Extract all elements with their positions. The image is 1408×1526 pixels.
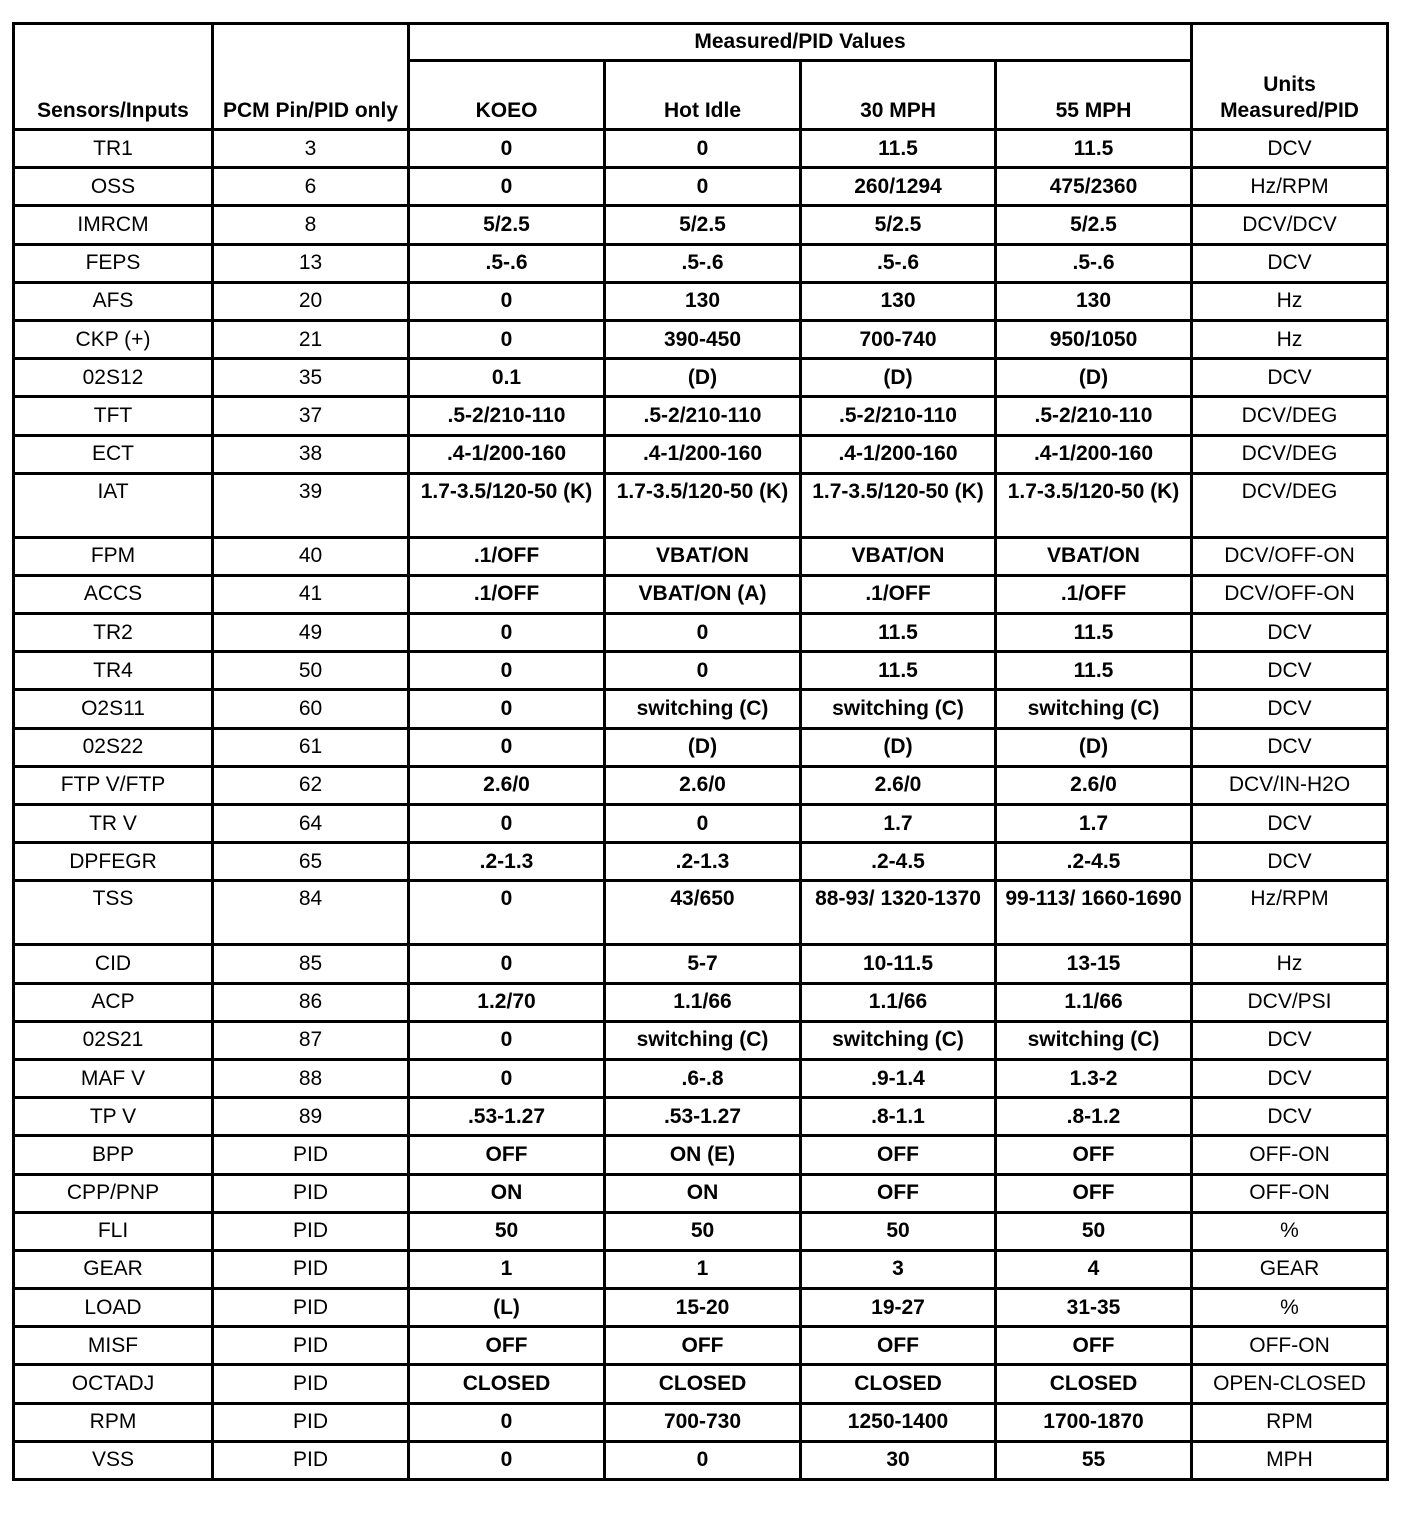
- header-30-mph: 30 MPH: [801, 61, 996, 130]
- cell-30-mph: 5/2.5: [801, 206, 996, 244]
- cell-units: MPH: [1192, 1441, 1388, 1479]
- cell-sensor: ACP: [14, 983, 213, 1021]
- cell-hot-idle: VBAT/ON: [605, 537, 801, 575]
- cell-pin: 49: [213, 614, 409, 652]
- cell-pin: PID: [213, 1327, 409, 1365]
- cell-pin: 38: [213, 435, 409, 473]
- cell-koeo: .1/OFF: [409, 537, 605, 575]
- cell-units: DCV: [1192, 652, 1388, 690]
- cell-30-mph: VBAT/ON: [801, 537, 996, 575]
- cell-hot-idle: 0: [605, 652, 801, 690]
- cell-units: OPEN-CLOSED: [1192, 1365, 1388, 1403]
- cell-pin: 88: [213, 1059, 409, 1097]
- cell-sensor: FTP V/FTP: [14, 766, 213, 804]
- cell-pin: 13: [213, 244, 409, 282]
- cell-sensor: RPM: [14, 1403, 213, 1441]
- cell-units: DCV/PSI: [1192, 983, 1388, 1021]
- cell-55-mph: OFF: [996, 1327, 1192, 1365]
- cell-koeo: 2.6/0: [409, 766, 605, 804]
- cell-55-mph: 4: [996, 1250, 1192, 1288]
- cell-hot-idle: 390-450: [605, 320, 801, 358]
- cell-hot-idle: 0: [605, 130, 801, 168]
- cell-30-mph: .5-2/210-110: [801, 397, 996, 435]
- table-row: [14, 1250, 1388, 1288]
- cell-55-mph: 31-35: [996, 1289, 1192, 1327]
- table-row: [14, 359, 1388, 397]
- cell-30-mph: .4-1/200-160: [801, 435, 996, 473]
- cell-koeo: 0: [409, 1021, 605, 1059]
- cell-units: DCV/DEG: [1192, 397, 1388, 435]
- cell-hot-idle: 5-7: [605, 945, 801, 983]
- cell-units: OFF-ON: [1192, 1136, 1388, 1174]
- cell-sensor: 02S22: [14, 728, 213, 766]
- cell-units: DCV: [1192, 1098, 1388, 1136]
- table-row: [14, 945, 1388, 983]
- cell-units: GEAR: [1192, 1250, 1388, 1288]
- cell-30-mph: 11.5: [801, 130, 996, 168]
- cell-30-mph: 50: [801, 1212, 996, 1250]
- cell-units: DCV/OFF-ON: [1192, 575, 1388, 613]
- cell-pin: 3: [213, 130, 409, 168]
- cell-sensor: CID: [14, 945, 213, 983]
- cell-hot-idle: .6-.8: [605, 1059, 801, 1097]
- cell-pin: PID: [213, 1174, 409, 1212]
- cell-sensor: TR1: [14, 130, 213, 168]
- header-hot-idle: Hot Idle: [605, 61, 801, 130]
- cell-55-mph: .5-.6: [996, 244, 1192, 282]
- cell-55-mph: 2.6/0: [996, 766, 1192, 804]
- cell-hot-idle: .2-1.3: [605, 843, 801, 881]
- cell-sensor: TR4: [14, 652, 213, 690]
- cell-koeo: .53-1.27: [409, 1098, 605, 1136]
- table-row: [14, 1289, 1388, 1327]
- cell-koeo: 0: [409, 282, 605, 320]
- cell-units: OFF-ON: [1192, 1327, 1388, 1365]
- cell-units: DCV: [1192, 359, 1388, 397]
- table-row: [14, 473, 1388, 537]
- cell-30-mph: 30: [801, 1441, 996, 1479]
- cell-pin: 61: [213, 728, 409, 766]
- table-row: [14, 1212, 1388, 1250]
- table-row: [14, 1365, 1388, 1403]
- cell-units: DCV: [1192, 244, 1388, 282]
- cell-pin: 65: [213, 843, 409, 881]
- table-row: [14, 881, 1388, 945]
- cell-hot-idle: 0: [605, 168, 801, 206]
- cell-30-mph: 2.6/0: [801, 766, 996, 804]
- table-row: [14, 320, 1388, 358]
- cell-hot-idle: 0: [605, 1441, 801, 1479]
- cell-55-mph: 5/2.5: [996, 206, 1192, 244]
- cell-koeo: CLOSED: [409, 1365, 605, 1403]
- cell-sensor: TP V: [14, 1098, 213, 1136]
- cell-koeo: 0: [409, 168, 605, 206]
- cell-koeo: (L): [409, 1289, 605, 1327]
- cell-30-mph: .8-1.1: [801, 1098, 996, 1136]
- cell-pin: PID: [213, 1136, 409, 1174]
- cell-55-mph: switching (C): [996, 1021, 1192, 1059]
- cell-hot-idle: (D): [605, 359, 801, 397]
- cell-koeo: 1.7-3.5/120-50 (K): [409, 473, 605, 537]
- cell-55-mph: 11.5: [996, 130, 1192, 168]
- cell-pin: 89: [213, 1098, 409, 1136]
- cell-30-mph: 260/1294: [801, 168, 996, 206]
- cell-hot-idle: .4-1/200-160: [605, 435, 801, 473]
- table-row: [14, 575, 1388, 613]
- cell-pin: 60: [213, 690, 409, 728]
- cell-pin: 50: [213, 652, 409, 690]
- cell-30-mph: OFF: [801, 1174, 996, 1212]
- cell-units: DCV: [1192, 805, 1388, 843]
- cell-30-mph: 11.5: [801, 652, 996, 690]
- cell-koeo: .2-1.3: [409, 843, 605, 881]
- cell-hot-idle: 2.6/0: [605, 766, 801, 804]
- table-header: [14, 24, 1388, 130]
- cell-pin: 84: [213, 881, 409, 945]
- cell-units: DCV/OFF-ON: [1192, 537, 1388, 575]
- cell-hot-idle: 15-20: [605, 1289, 801, 1327]
- cell-30-mph: 19-27: [801, 1289, 996, 1327]
- cell-hot-idle: 700-730: [605, 1403, 801, 1441]
- table-row: [14, 1403, 1388, 1441]
- cell-sensor: DPFEGR: [14, 843, 213, 881]
- table-row: [14, 244, 1388, 282]
- cell-sensor: BPP: [14, 1136, 213, 1174]
- cell-koeo: 0: [409, 945, 605, 983]
- cell-55-mph: 950/1050: [996, 320, 1192, 358]
- cell-pin: PID: [213, 1212, 409, 1250]
- cell-55-mph: 1700-1870: [996, 1403, 1192, 1441]
- cell-30-mph: OFF: [801, 1136, 996, 1174]
- header-sensors: Sensors/Inputs: [14, 24, 213, 130]
- cell-55-mph: 99-113/ 1660-1690: [996, 881, 1192, 945]
- table-row: [14, 1441, 1388, 1479]
- cell-30-mph: CLOSED: [801, 1365, 996, 1403]
- cell-hot-idle: 50: [605, 1212, 801, 1250]
- cell-pin: 62: [213, 766, 409, 804]
- cell-koeo: .1/OFF: [409, 575, 605, 613]
- cell-55-mph: .4-1/200-160: [996, 435, 1192, 473]
- cell-units: Hz/RPM: [1192, 168, 1388, 206]
- cell-55-mph: 130: [996, 282, 1192, 320]
- cell-hot-idle: OFF: [605, 1327, 801, 1365]
- cell-30-mph: 3: [801, 1250, 996, 1288]
- cell-55-mph: 1.1/66: [996, 983, 1192, 1021]
- cell-units: DCV: [1192, 1059, 1388, 1097]
- cell-koeo: 0: [409, 1441, 605, 1479]
- cell-hot-idle: 0: [605, 805, 801, 843]
- cell-pin: PID: [213, 1289, 409, 1327]
- cell-30-mph: 11.5: [801, 614, 996, 652]
- cell-units: Hz: [1192, 945, 1388, 983]
- cell-55-mph: 1.7-3.5/120-50 (K): [996, 473, 1192, 537]
- cell-hot-idle: 1.1/66: [605, 983, 801, 1021]
- cell-55-mph: .5-2/210-110: [996, 397, 1192, 435]
- cell-units: RPM: [1192, 1403, 1388, 1441]
- pid-values-table: [12, 22, 1389, 1481]
- table-row: [14, 690, 1388, 728]
- cell-pin: 85: [213, 945, 409, 983]
- cell-55-mph: .2-4.5: [996, 843, 1192, 881]
- cell-sensor: IAT: [14, 473, 213, 537]
- cell-sensor: TFT: [14, 397, 213, 435]
- cell-units: DCV: [1192, 614, 1388, 652]
- cell-pin: PID: [213, 1250, 409, 1288]
- cell-sensor: MAF V: [14, 1059, 213, 1097]
- cell-pin: 41: [213, 575, 409, 613]
- cell-sensor: LOAD: [14, 1289, 213, 1327]
- table-row: [14, 130, 1388, 168]
- cell-30-mph: 10-11.5: [801, 945, 996, 983]
- cell-koeo: 0: [409, 881, 605, 945]
- cell-hot-idle: .5-.6: [605, 244, 801, 282]
- cell-sensor: GEAR: [14, 1250, 213, 1288]
- cell-pin: 35: [213, 359, 409, 397]
- cell-pin: 40: [213, 537, 409, 575]
- cell-55-mph: switching (C): [996, 690, 1192, 728]
- cell-sensor: OCTADJ: [14, 1365, 213, 1403]
- cell-koeo: 0: [409, 805, 605, 843]
- cell-hot-idle: ON: [605, 1174, 801, 1212]
- table-row: [14, 728, 1388, 766]
- cell-sensor: ECT: [14, 435, 213, 473]
- cell-hot-idle: .53-1.27: [605, 1098, 801, 1136]
- cell-koeo: OFF: [409, 1327, 605, 1365]
- cell-hot-idle: 130: [605, 282, 801, 320]
- cell-sensor: CPP/PNP: [14, 1174, 213, 1212]
- cell-55-mph: 1.7: [996, 805, 1192, 843]
- cell-55-mph: OFF: [996, 1174, 1192, 1212]
- cell-sensor: OSS: [14, 168, 213, 206]
- header-units: Units Measured/PID: [1192, 24, 1388, 130]
- cell-koeo: 0.1: [409, 359, 605, 397]
- table-row: [14, 1327, 1388, 1365]
- header-pin: PCM Pin/PID only: [213, 24, 409, 130]
- cell-pin: 21: [213, 320, 409, 358]
- table-row: [14, 652, 1388, 690]
- table-row: [14, 805, 1388, 843]
- cell-sensor: 02S12: [14, 359, 213, 397]
- table-row: [14, 282, 1388, 320]
- cell-pin: PID: [213, 1403, 409, 1441]
- cell-units: DCV: [1192, 843, 1388, 881]
- cell-koeo: OFF: [409, 1136, 605, 1174]
- cell-koeo: .4-1/200-160: [409, 435, 605, 473]
- cell-pin: 6: [213, 168, 409, 206]
- cell-koeo: 1.2/70: [409, 983, 605, 1021]
- cell-koeo: 0: [409, 614, 605, 652]
- cell-koeo: .5-.6: [409, 244, 605, 282]
- cell-sensor: TR2: [14, 614, 213, 652]
- cell-hot-idle: (D): [605, 728, 801, 766]
- cell-30-mph: 1250-1400: [801, 1403, 996, 1441]
- cell-koeo: ON: [409, 1174, 605, 1212]
- cell-30-mph: 700-740: [801, 320, 996, 358]
- cell-pin: 87: [213, 1021, 409, 1059]
- cell-koeo: 0: [409, 652, 605, 690]
- cell-30-mph: 1.1/66: [801, 983, 996, 1021]
- cell-sensor: FPM: [14, 537, 213, 575]
- cell-55-mph: 11.5: [996, 614, 1192, 652]
- cell-units: %: [1192, 1289, 1388, 1327]
- table-row: [14, 1059, 1388, 1097]
- table-row: [14, 1136, 1388, 1174]
- cell-30-mph: switching (C): [801, 1021, 996, 1059]
- table-row: [14, 206, 1388, 244]
- cell-sensor: MISF: [14, 1327, 213, 1365]
- cell-koeo: .5-2/210-110: [409, 397, 605, 435]
- cell-pin: 64: [213, 805, 409, 843]
- cell-hot-idle: 5/2.5: [605, 206, 801, 244]
- cell-sensor: AFS: [14, 282, 213, 320]
- cell-30-mph: switching (C): [801, 690, 996, 728]
- cell-units: DCV/DEG: [1192, 473, 1388, 537]
- table-row: [14, 843, 1388, 881]
- cell-sensor: TR V: [14, 805, 213, 843]
- cell-pin: 39: [213, 473, 409, 537]
- cell-sensor: FEPS: [14, 244, 213, 282]
- table-row: [14, 983, 1388, 1021]
- table-row: [14, 397, 1388, 435]
- cell-koeo: 0: [409, 1059, 605, 1097]
- table-row: [14, 1098, 1388, 1136]
- header-55-mph: 55 MPH: [996, 61, 1192, 130]
- cell-55-mph: CLOSED: [996, 1365, 1192, 1403]
- cell-55-mph: 11.5: [996, 652, 1192, 690]
- cell-sensor: O2S11: [14, 690, 213, 728]
- cell-hot-idle: switching (C): [605, 1021, 801, 1059]
- cell-units: %: [1192, 1212, 1388, 1250]
- cell-30-mph: 130: [801, 282, 996, 320]
- cell-units: DCV/IN-H2O: [1192, 766, 1388, 804]
- cell-30-mph: OFF: [801, 1327, 996, 1365]
- cell-sensor: CKP (+): [14, 320, 213, 358]
- cell-units: DCV/DCV: [1192, 206, 1388, 244]
- cell-30-mph: .9-1.4: [801, 1059, 996, 1097]
- cell-hot-idle: ON (E): [605, 1136, 801, 1174]
- table-row: [14, 614, 1388, 652]
- cell-sensor: FLI: [14, 1212, 213, 1250]
- header-measured-group: Measured/PID Values: [409, 24, 1192, 61]
- cell-hot-idle: 1.7-3.5/120-50 (K): [605, 473, 801, 537]
- cell-units: OFF-ON: [1192, 1174, 1388, 1212]
- cell-koeo: 0: [409, 1403, 605, 1441]
- cell-units: Hz: [1192, 282, 1388, 320]
- table-row: [14, 537, 1388, 575]
- cell-30-mph: 1.7-3.5/120-50 (K): [801, 473, 996, 537]
- table-row: [14, 168, 1388, 206]
- header-koeo: KOEO: [409, 61, 605, 130]
- cell-55-mph: 55: [996, 1441, 1192, 1479]
- cell-55-mph: .8-1.2: [996, 1098, 1192, 1136]
- cell-hot-idle: switching (C): [605, 690, 801, 728]
- cell-pin: 86: [213, 983, 409, 1021]
- cell-koeo: 0: [409, 728, 605, 766]
- cell-55-mph: OFF: [996, 1136, 1192, 1174]
- cell-units: Hz: [1192, 320, 1388, 358]
- table-row: [14, 1174, 1388, 1212]
- cell-units: DCV: [1192, 130, 1388, 168]
- cell-koeo: 0: [409, 690, 605, 728]
- cell-30-mph: 88-93/ 1320-1370: [801, 881, 996, 945]
- cell-30-mph: (D): [801, 359, 996, 397]
- cell-pin: 20: [213, 282, 409, 320]
- cell-units: DCV/DEG: [1192, 435, 1388, 473]
- cell-55-mph: (D): [996, 728, 1192, 766]
- cell-30-mph: .5-.6: [801, 244, 996, 282]
- cell-koeo: 5/2.5: [409, 206, 605, 244]
- cell-30-mph: (D): [801, 728, 996, 766]
- cell-55-mph: 1.3-2: [996, 1059, 1192, 1097]
- cell-30-mph: .1/OFF: [801, 575, 996, 613]
- table-body: [14, 130, 1388, 1480]
- cell-sensor: TSS: [14, 881, 213, 945]
- cell-sensor: 02S21: [14, 1021, 213, 1059]
- table-row: [14, 1021, 1388, 1059]
- cell-sensor: ACCS: [14, 575, 213, 613]
- cell-55-mph: (D): [996, 359, 1192, 397]
- cell-hot-idle: VBAT/ON (A): [605, 575, 801, 613]
- cell-55-mph: 13-15: [996, 945, 1192, 983]
- cell-units: DCV: [1192, 1021, 1388, 1059]
- cell-hot-idle: 43/650: [605, 881, 801, 945]
- table-row: [14, 766, 1388, 804]
- cell-55-mph: 475/2360: [996, 168, 1192, 206]
- cell-pin: PID: [213, 1441, 409, 1479]
- cell-pin: PID: [213, 1365, 409, 1403]
- table-row: [14, 435, 1388, 473]
- cell-55-mph: .1/OFF: [996, 575, 1192, 613]
- cell-hot-idle: .5-2/210-110: [605, 397, 801, 435]
- cell-sensor: VSS: [14, 1441, 213, 1479]
- cell-koeo: 1: [409, 1250, 605, 1288]
- cell-pin: 8: [213, 206, 409, 244]
- cell-koeo: 50: [409, 1212, 605, 1250]
- cell-pin: 37: [213, 397, 409, 435]
- cell-units: Hz/RPM: [1192, 881, 1388, 945]
- cell-hot-idle: CLOSED: [605, 1365, 801, 1403]
- cell-sensor: IMRCM: [14, 206, 213, 244]
- cell-koeo: 0: [409, 130, 605, 168]
- cell-hot-idle: 0: [605, 614, 801, 652]
- cell-55-mph: VBAT/ON: [996, 537, 1192, 575]
- cell-55-mph: 50: [996, 1212, 1192, 1250]
- cell-units: DCV: [1192, 728, 1388, 766]
- cell-units: DCV: [1192, 690, 1388, 728]
- cell-hot-idle: 1: [605, 1250, 801, 1288]
- cell-koeo: 0: [409, 320, 605, 358]
- cell-30-mph: 1.7: [801, 805, 996, 843]
- cell-30-mph: .2-4.5: [801, 843, 996, 881]
